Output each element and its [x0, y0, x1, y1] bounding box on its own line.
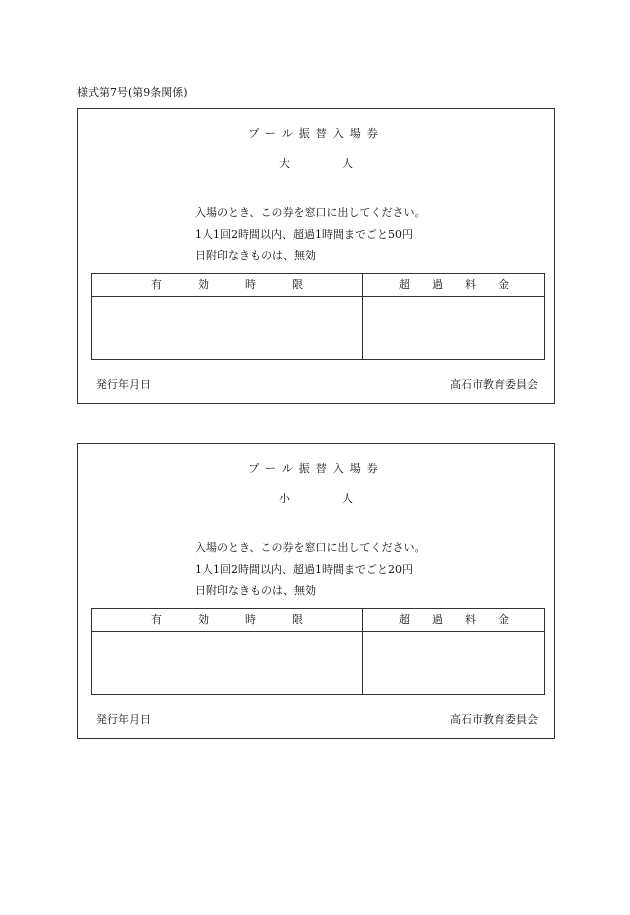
cell-excess-fee	[363, 297, 545, 359]
ticket-title: プール振替入場券	[248, 127, 384, 140]
header-valid-time: 有効時限	[151, 613, 339, 626]
header-valid-time: 有効時限	[151, 278, 339, 291]
ticket-child	[77, 443, 555, 739]
ticket-note-line: 日附印なきものは、無効	[195, 584, 316, 597]
ticket-note-line: 1人1回2時間以内、超過1時間までごと20円	[195, 562, 413, 576]
cell-valid-time	[92, 297, 362, 359]
ticket-note-line: 入場のとき、この券を窓口に出してください。	[195, 206, 426, 219]
ticket-category: 大人	[279, 157, 405, 170]
ticket-category: 小人	[279, 492, 405, 505]
cell-excess-fee	[363, 632, 545, 694]
ticket-notes	[195, 202, 426, 267]
ticket-notes	[195, 537, 426, 602]
ticket-note-line: 入場のとき、この券を窓口に出してください。	[195, 541, 426, 554]
header-excess-fee: 超過料金	[399, 278, 531, 291]
issue-date-label: 発行年月日	[96, 713, 151, 726]
ticket-title: プール振替入場券	[248, 462, 384, 475]
cell-valid-time	[92, 632, 362, 694]
issue-date-label: 発行年月日	[96, 378, 151, 391]
ticket-adult	[77, 108, 555, 404]
form-number-label: 様式第7号(第9条関係)	[77, 86, 188, 99]
ticket-stamp-table	[91, 273, 545, 360]
ticket-stamp-table	[91, 608, 545, 695]
ticket-note-line: 日附印なきものは、無効	[195, 249, 316, 262]
issuer-name: 高石市教育委員会	[450, 378, 538, 391]
ticket-note-line: 1人1回2時間以内、超過1時間までごと50円	[195, 227, 413, 241]
issuer-name: 高石市教育委員会	[450, 713, 538, 726]
header-excess-fee: 超過料金	[399, 613, 531, 626]
